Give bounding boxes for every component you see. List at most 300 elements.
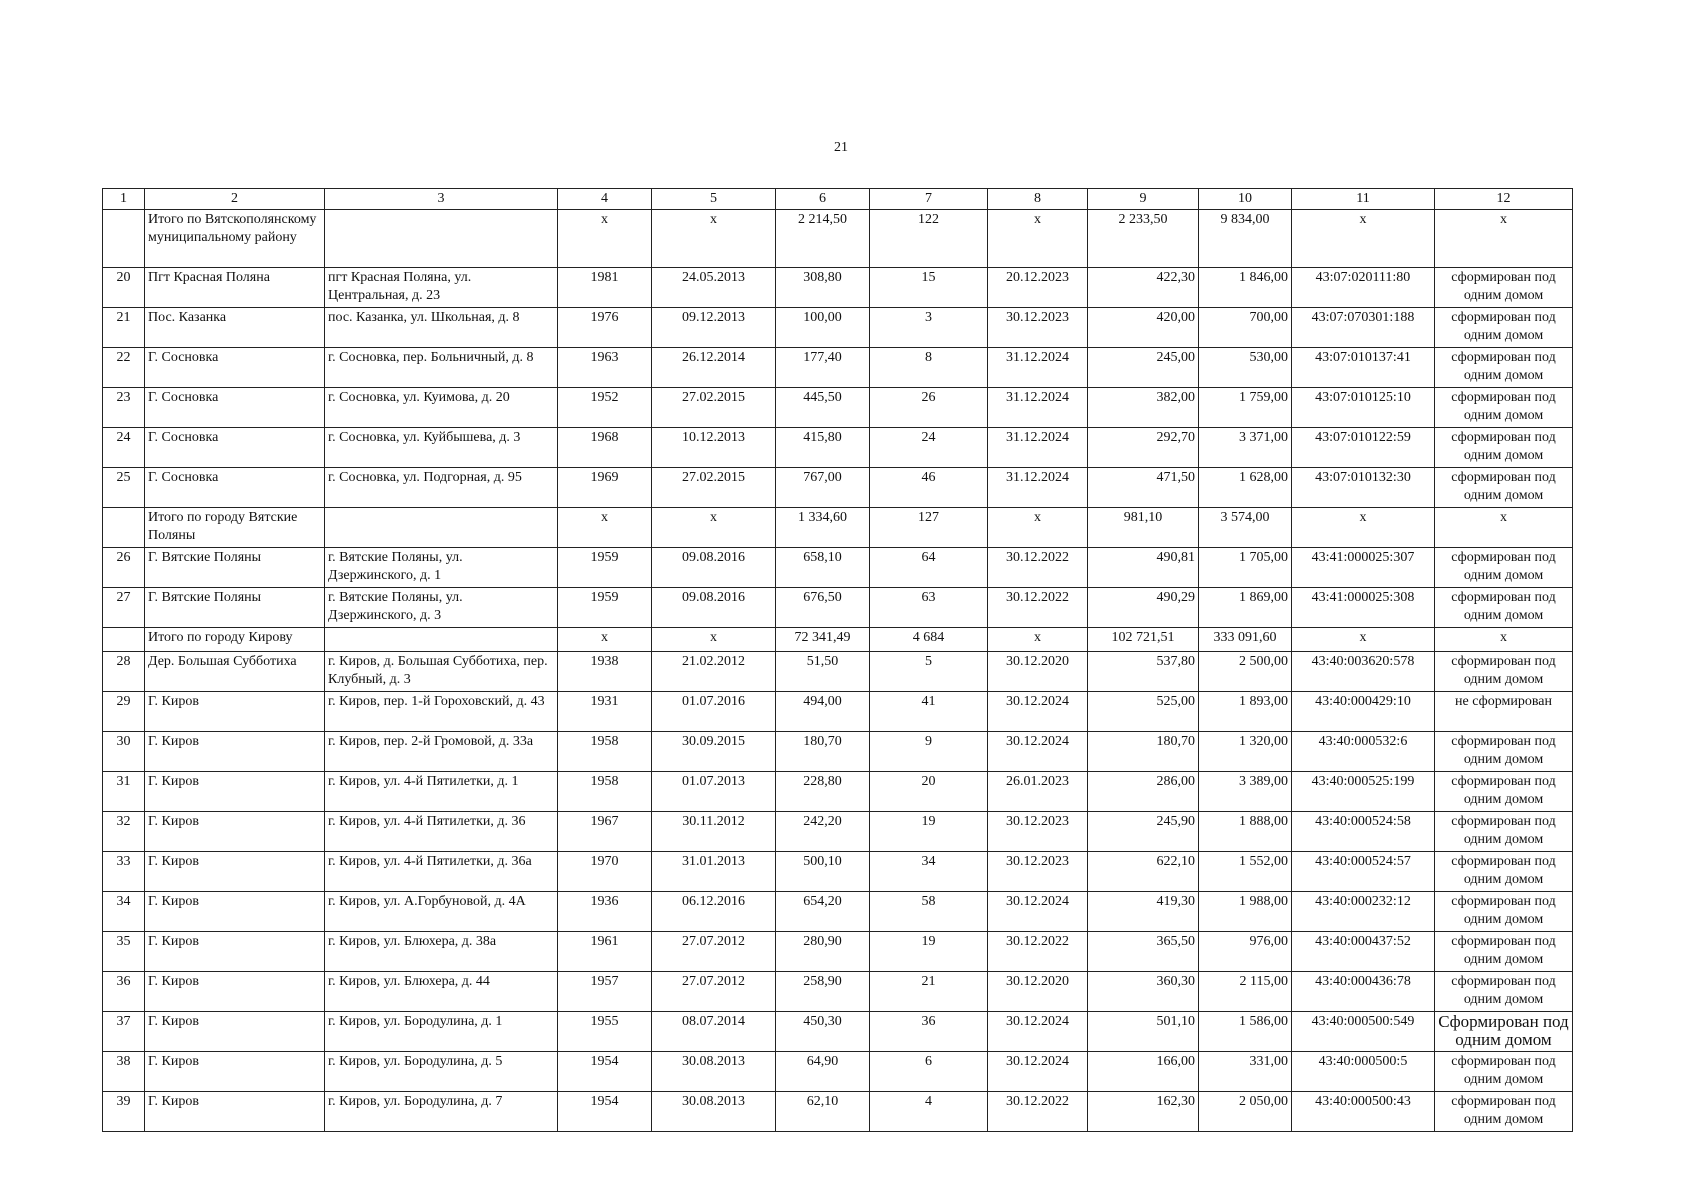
area-cell: 100,00 — [776, 308, 870, 348]
area-cell: 2 214,50 — [776, 210, 870, 268]
address-cell: г. Вятские Поляны, ул. Дзержинского, д. 3 — [325, 588, 558, 628]
settlement-name-cell: Г. Киров — [145, 852, 325, 892]
area-cell: 767,00 — [776, 468, 870, 508]
settlement-name-cell: Г. Сосновка — [145, 468, 325, 508]
table-row — [103, 348, 1573, 388]
year-built-cell: х — [558, 508, 652, 548]
row-number-cell: 37 — [103, 1012, 145, 1052]
cadastral-number-cell: 43:40:000500:43 — [1292, 1092, 1435, 1132]
area-value-9-cell: 622,10 — [1088, 852, 1199, 892]
address-cell: г. Киров, ул. Бородулина, д. 7 — [325, 1092, 558, 1132]
address-cell: г. Киров, ул. А.Горбуновой, д. 4А — [325, 892, 558, 932]
cost-value-10-cell: 2 115,00 — [1199, 972, 1292, 1012]
year-built-cell: 1931 — [558, 692, 652, 732]
row-number-cell: 33 — [103, 852, 145, 892]
cadastral-number-cell: 43:40:000436:78 — [1292, 972, 1435, 1012]
resettlement-date-cell: 30.12.2022 — [988, 548, 1088, 588]
table-row — [103, 308, 1573, 348]
residents-cell: 46 — [870, 468, 988, 508]
land-status-cell: х — [1435, 210, 1573, 268]
year-built-cell: 1959 — [558, 588, 652, 628]
land-status-cell: сформирован под одним домом — [1435, 468, 1573, 508]
header-cell: 10 — [1199, 189, 1292, 210]
table-row — [103, 652, 1573, 692]
area-value-9-cell: 2 233,50 — [1088, 210, 1199, 268]
date-recognized-cell: 09.08.2016 — [652, 548, 776, 588]
land-status-cell: сформирован под одним домом — [1435, 308, 1573, 348]
address-cell: г. Киров, ул. Блюхера, д. 38а — [325, 932, 558, 972]
header-cell: 4 — [558, 189, 652, 210]
total-row — [103, 210, 1573, 268]
settlement-name-cell: Г. Киров — [145, 772, 325, 812]
area-cell: 654,20 — [776, 892, 870, 932]
address-cell: г. Киров, д. Большая Субботиха, пер. Клубный, д. 3 — [325, 652, 558, 692]
table-row — [103, 588, 1573, 628]
residents-cell: 63 — [870, 588, 988, 628]
total-row — [103, 508, 1573, 548]
residents-cell: 8 — [870, 348, 988, 388]
year-built-cell: 1958 — [558, 772, 652, 812]
address-cell: г. Киров, ул. Блюхера, д. 44 — [325, 972, 558, 1012]
table-row — [103, 772, 1573, 812]
settlement-name-cell: Итого по городу Кирову — [145, 628, 325, 652]
area-cell: 308,80 — [776, 268, 870, 308]
resettlement-date-cell: 30.12.2024 — [988, 732, 1088, 772]
row-number-cell: 21 — [103, 308, 145, 348]
year-built-cell: 1958 — [558, 732, 652, 772]
area-value-9-cell: 981,10 — [1088, 508, 1199, 548]
address-cell: пгт Красная Поляна, ул. Центральная, д. 23 — [325, 268, 558, 308]
cadastral-number-cell: х — [1292, 508, 1435, 548]
row-number-cell: 31 — [103, 772, 145, 812]
land-status-cell: сформирован под одним домом — [1435, 932, 1573, 972]
resettlement-date-cell: 30.12.2020 — [988, 972, 1088, 1012]
residents-cell: 26 — [870, 388, 988, 428]
row-number-cell: 23 — [103, 388, 145, 428]
header-cell: 2 — [145, 189, 325, 210]
settlement-name-cell: Итого по Вятскополянскому муниципальному району — [145, 210, 325, 268]
area-cell: 658,10 — [776, 548, 870, 588]
residents-cell: 9 — [870, 732, 988, 772]
date-recognized-cell: 09.08.2016 — [652, 588, 776, 628]
area-value-9-cell: 365,50 — [1088, 932, 1199, 972]
land-status-cell: сформирован под одним домом — [1435, 388, 1573, 428]
year-built-cell: 1970 — [558, 852, 652, 892]
table-row — [103, 548, 1573, 588]
land-status-cell: сформирован под одним домом — [1435, 652, 1573, 692]
cadastral-number-cell: 43:07:010137:41 — [1292, 348, 1435, 388]
year-built-cell: 1938 — [558, 652, 652, 692]
date-recognized-cell: 10.12.2013 — [652, 428, 776, 468]
area-value-9-cell: 286,00 — [1088, 772, 1199, 812]
land-status-cell: Сформирован под одним домом — [1435, 1012, 1573, 1052]
land-status-cell: х — [1435, 628, 1573, 652]
date-recognized-cell: 31.01.2013 — [652, 852, 776, 892]
area-cell: 1 334,60 — [776, 508, 870, 548]
land-status-cell: сформирован под одним домом — [1435, 268, 1573, 308]
cost-value-10-cell: 1 893,00 — [1199, 692, 1292, 732]
area-value-9-cell: 166,00 — [1088, 1052, 1199, 1092]
table-row — [103, 468, 1573, 508]
cost-value-10-cell: 1 586,00 — [1199, 1012, 1292, 1052]
cadastral-number-cell: 43:07:020111:80 — [1292, 268, 1435, 308]
year-built-cell: 1967 — [558, 812, 652, 852]
year-built-cell: х — [558, 628, 652, 652]
year-built-cell: 1954 — [558, 1092, 652, 1132]
row-number-cell: 34 — [103, 892, 145, 932]
land-status-cell: сформирован под одним домом — [1435, 732, 1573, 772]
area-value-9-cell: 490,29 — [1088, 588, 1199, 628]
resettlement-date-cell: х — [988, 628, 1088, 652]
header-cell: 7 — [870, 189, 988, 210]
cost-value-10-cell: 3 574,00 — [1199, 508, 1292, 548]
row-number-cell: 30 — [103, 732, 145, 772]
cadastral-number-cell: х — [1292, 210, 1435, 268]
date-recognized-cell: 24.05.2013 — [652, 268, 776, 308]
area-cell: 177,40 — [776, 348, 870, 388]
area-value-9-cell: 525,00 — [1088, 692, 1199, 732]
cost-value-10-cell: 976,00 — [1199, 932, 1292, 972]
date-recognized-cell: 27.02.2015 — [652, 468, 776, 508]
year-built-cell: 1955 — [558, 1012, 652, 1052]
area-value-9-cell: 501,10 — [1088, 1012, 1199, 1052]
date-recognized-cell: 01.07.2013 — [652, 772, 776, 812]
address-cell: г. Сосновка, пер. Больничный, д. 8 — [325, 348, 558, 388]
residents-cell: 58 — [870, 892, 988, 932]
area-value-9-cell: 419,30 — [1088, 892, 1199, 932]
cadastral-number-cell: 43:40:000532:6 — [1292, 732, 1435, 772]
settlement-name-cell: Г. Киров — [145, 1092, 325, 1132]
row-number-cell — [103, 508, 145, 548]
cadastral-number-cell: 43:07:010122:59 — [1292, 428, 1435, 468]
land-status-cell: сформирован под одним домом — [1435, 1052, 1573, 1092]
row-number-cell: 22 — [103, 348, 145, 388]
header-cell: 9 — [1088, 189, 1199, 210]
land-status-cell: сформирован под одним домом — [1435, 892, 1573, 932]
date-recognized-cell: 21.02.2012 — [652, 652, 776, 692]
cost-value-10-cell: 1 628,00 — [1199, 468, 1292, 508]
resettlement-date-cell: 31.12.2024 — [988, 388, 1088, 428]
table-row — [103, 732, 1573, 772]
residents-cell: 34 — [870, 852, 988, 892]
residents-cell: 19 — [870, 812, 988, 852]
resettlement-date-cell: 30.12.2024 — [988, 1012, 1088, 1052]
land-status-cell: сформирован под одним домом — [1435, 972, 1573, 1012]
row-number-cell: 28 — [103, 652, 145, 692]
resettlement-date-cell: 30.12.2022 — [988, 1092, 1088, 1132]
cost-value-10-cell: 3 389,00 — [1199, 772, 1292, 812]
settlement-name-cell: Г. Киров — [145, 692, 325, 732]
area-cell: 51,50 — [776, 652, 870, 692]
cost-value-10-cell: 1 320,00 — [1199, 732, 1292, 772]
row-number-cell: 24 — [103, 428, 145, 468]
date-recognized-cell: 09.12.2013 — [652, 308, 776, 348]
date-recognized-cell: х — [652, 628, 776, 652]
settlement-name-cell: Г. Киров — [145, 892, 325, 932]
date-recognized-cell: 30.08.2013 — [652, 1052, 776, 1092]
settlement-name-cell: Пгт Красная Поляна — [145, 268, 325, 308]
cost-value-10-cell: 1 552,00 — [1199, 852, 1292, 892]
settlement-name-cell: Г. Сосновка — [145, 428, 325, 468]
row-number-cell: 39 — [103, 1092, 145, 1132]
area-cell: 500,10 — [776, 852, 870, 892]
date-recognized-cell: 27.07.2012 — [652, 972, 776, 1012]
table-row — [103, 428, 1573, 468]
land-status-cell: сформирован под одним домом — [1435, 548, 1573, 588]
cost-value-10-cell: 333 091,60 — [1199, 628, 1292, 652]
resettlement-date-cell: 31.12.2024 — [988, 468, 1088, 508]
row-number-cell: 32 — [103, 812, 145, 852]
date-recognized-cell: х — [652, 508, 776, 548]
page-number: 21 — [834, 140, 848, 155]
land-status-cell: сформирован под одним домом — [1435, 428, 1573, 468]
cadastral-number-cell: 43:40:000429:10 — [1292, 692, 1435, 732]
area-value-9-cell: 292,70 — [1088, 428, 1199, 468]
resettlement-date-cell: 31.12.2024 — [988, 348, 1088, 388]
cost-value-10-cell: 1 888,00 — [1199, 812, 1292, 852]
area-cell: 72 341,49 — [776, 628, 870, 652]
land-status-cell: сформирован под одним домом — [1435, 852, 1573, 892]
land-status-cell: х — [1435, 508, 1573, 548]
year-built-cell: 1976 — [558, 308, 652, 348]
cost-value-10-cell: 700,00 — [1199, 308, 1292, 348]
address-cell — [325, 508, 558, 548]
resettlement-date-cell: 30.12.2024 — [988, 892, 1088, 932]
table-row — [103, 1012, 1573, 1052]
resettlement-date-cell: 30.12.2024 — [988, 692, 1088, 732]
resettlement-date-cell: х — [988, 210, 1088, 268]
year-built-cell: 1952 — [558, 388, 652, 428]
residents-cell: 122 — [870, 210, 988, 268]
residents-cell: 41 — [870, 692, 988, 732]
resettlement-date-cell: 30.12.2023 — [988, 308, 1088, 348]
address-cell: пос. Казанка, ул. Школьная, д. 8 — [325, 308, 558, 348]
cost-value-10-cell: 1 759,00 — [1199, 388, 1292, 428]
table-row — [103, 972, 1573, 1012]
cost-value-10-cell: 530,00 — [1199, 348, 1292, 388]
cadastral-number-cell: 43:07:070301:188 — [1292, 308, 1435, 348]
settlement-name-cell: Пос. Казанка — [145, 308, 325, 348]
area-value-9-cell: 245,00 — [1088, 348, 1199, 388]
address-cell — [325, 628, 558, 652]
housing-register-table — [102, 188, 1573, 1132]
header-cell: 5 — [652, 189, 776, 210]
header-cell: 11 — [1292, 189, 1435, 210]
settlement-name-cell: Г. Вятские Поляны — [145, 588, 325, 628]
date-recognized-cell: 30.08.2013 — [652, 1092, 776, 1132]
land-status-cell: сформирован под одним домом — [1435, 812, 1573, 852]
address-cell: г. Киров, пер. 2-й Громовой, д. 33а — [325, 732, 558, 772]
residents-cell: 3 — [870, 308, 988, 348]
area-value-9-cell: 102 721,51 — [1088, 628, 1199, 652]
row-number-cell: 25 — [103, 468, 145, 508]
land-status-cell: не сформирован — [1435, 692, 1573, 732]
address-cell: г. Сосновка, ул. Подгорная, д. 95 — [325, 468, 558, 508]
cadastral-number-cell: 43:40:000524:57 — [1292, 852, 1435, 892]
cadastral-number-cell: 43:40:000437:52 — [1292, 932, 1435, 972]
header-cell: 6 — [776, 189, 870, 210]
area-cell: 228,80 — [776, 772, 870, 812]
cost-value-10-cell: 1 846,00 — [1199, 268, 1292, 308]
year-built-cell: 1936 — [558, 892, 652, 932]
settlement-name-cell: Г. Вятские Поляны — [145, 548, 325, 588]
date-recognized-cell: 08.07.2014 — [652, 1012, 776, 1052]
area-cell: 280,90 — [776, 932, 870, 972]
area-value-9-cell: 180,70 — [1088, 732, 1199, 772]
land-status-cell: сформирован под одним домом — [1435, 1092, 1573, 1132]
resettlement-date-cell: 31.12.2024 — [988, 428, 1088, 468]
year-built-cell: 1969 — [558, 468, 652, 508]
row-number-cell: 26 — [103, 548, 145, 588]
row-number-cell: 27 — [103, 588, 145, 628]
area-cell: 494,00 — [776, 692, 870, 732]
row-number-cell: 29 — [103, 692, 145, 732]
settlement-name-cell: Дер. Большая Субботиха — [145, 652, 325, 692]
date-recognized-cell: 06.12.2016 — [652, 892, 776, 932]
area-cell: 62,10 — [776, 1092, 870, 1132]
header-cell: 12 — [1435, 189, 1573, 210]
year-built-cell: 1963 — [558, 348, 652, 388]
table-row — [103, 692, 1573, 732]
land-status-cell: сформирован под одним домом — [1435, 772, 1573, 812]
residents-cell: 21 — [870, 972, 988, 1012]
address-cell: г. Вятские Поляны, ул. Дзержинского, д. 1 — [325, 548, 558, 588]
settlement-name-cell: Г. Киров — [145, 932, 325, 972]
date-recognized-cell: 30.09.2015 — [652, 732, 776, 772]
date-recognized-cell: 27.07.2012 — [652, 932, 776, 972]
area-cell: 450,30 — [776, 1012, 870, 1052]
resettlement-date-cell: 30.12.2020 — [988, 652, 1088, 692]
column-number-header — [103, 189, 1573, 210]
year-built-cell: 1959 — [558, 548, 652, 588]
cost-value-10-cell: 9 834,00 — [1199, 210, 1292, 268]
header-cell: 8 — [988, 189, 1088, 210]
residents-cell: 4 — [870, 1092, 988, 1132]
residents-cell: 6 — [870, 1052, 988, 1092]
year-built-cell: 1981 — [558, 268, 652, 308]
cadastral-number-cell: 43:07:010125:10 — [1292, 388, 1435, 428]
area-cell: 445,50 — [776, 388, 870, 428]
date-recognized-cell: 26.12.2014 — [652, 348, 776, 388]
total-row — [103, 628, 1573, 652]
settlement-name-cell: Г. Сосновка — [145, 348, 325, 388]
area-value-9-cell: 420,00 — [1088, 308, 1199, 348]
area-cell: 242,20 — [776, 812, 870, 852]
residents-cell: 4 684 — [870, 628, 988, 652]
table-row — [103, 852, 1573, 892]
area-value-9-cell: 490,81 — [1088, 548, 1199, 588]
area-cell: 415,80 — [776, 428, 870, 468]
area-value-9-cell: 537,80 — [1088, 652, 1199, 692]
address-cell: г. Сосновка, ул. Куйбышева, д. 3 — [325, 428, 558, 468]
land-status-cell: сформирован под одним домом — [1435, 588, 1573, 628]
settlement-name-cell: Г. Киров — [145, 732, 325, 772]
header-cell: 3 — [325, 189, 558, 210]
resettlement-date-cell: 30.12.2024 — [988, 1052, 1088, 1092]
area-cell: 676,50 — [776, 588, 870, 628]
area-cell: 64,90 — [776, 1052, 870, 1092]
table-row — [103, 1052, 1573, 1092]
resettlement-date-cell: 26.01.2023 — [988, 772, 1088, 812]
residents-cell: 127 — [870, 508, 988, 548]
resettlement-date-cell: 30.12.2022 — [988, 588, 1088, 628]
cost-value-10-cell: 331,00 — [1199, 1052, 1292, 1092]
residents-cell: 36 — [870, 1012, 988, 1052]
row-number-cell — [103, 210, 145, 268]
date-recognized-cell: 27.02.2015 — [652, 388, 776, 428]
address-cell: г. Киров, ул. Бородулина, д. 1 — [325, 1012, 558, 1052]
row-number-cell: 36 — [103, 972, 145, 1012]
table-row — [103, 1092, 1573, 1132]
area-value-9-cell: 162,30 — [1088, 1092, 1199, 1132]
cadastral-number-cell: 43:41:000025:308 — [1292, 588, 1435, 628]
settlement-name-cell: Г. Киров — [145, 972, 325, 1012]
address-cell: г. Киров, ул. 4-й Пятилетки, д. 1 — [325, 772, 558, 812]
cadastral-number-cell: х — [1292, 628, 1435, 652]
year-built-cell: 1961 — [558, 932, 652, 972]
resettlement-date-cell: х — [988, 508, 1088, 548]
settlement-name-cell: Г. Сосновка — [145, 388, 325, 428]
area-cell: 180,70 — [776, 732, 870, 772]
area-value-9-cell: 471,50 — [1088, 468, 1199, 508]
resettlement-date-cell: 30.12.2023 — [988, 812, 1088, 852]
residents-cell: 64 — [870, 548, 988, 588]
area-cell: 258,90 — [776, 972, 870, 1012]
cadastral-number-cell: 43:40:000525:199 — [1292, 772, 1435, 812]
area-value-9-cell: 382,00 — [1088, 388, 1199, 428]
row-number-cell: 38 — [103, 1052, 145, 1092]
cadastral-number-cell: 43:40:003620:578 — [1292, 652, 1435, 692]
table-row — [103, 892, 1573, 932]
resettlement-date-cell: 20.12.2023 — [988, 268, 1088, 308]
header-cell: 1 — [103, 189, 145, 210]
address-cell: г. Киров, ул. 4-й Пятилетки, д. 36 — [325, 812, 558, 852]
cost-value-10-cell: 3 371,00 — [1199, 428, 1292, 468]
cadastral-number-cell: 43:40:000524:58 — [1292, 812, 1435, 852]
cost-value-10-cell: 2 050,00 — [1199, 1092, 1292, 1132]
date-recognized-cell: х — [652, 210, 776, 268]
cadastral-number-cell: 43:41:000025:307 — [1292, 548, 1435, 588]
row-number-cell: 35 — [103, 932, 145, 972]
cost-value-10-cell: 1 869,00 — [1199, 588, 1292, 628]
table-row — [103, 932, 1573, 972]
cost-value-10-cell: 2 500,00 — [1199, 652, 1292, 692]
cost-value-10-cell: 1 705,00 — [1199, 548, 1292, 588]
settlement-name-cell: Г. Киров — [145, 812, 325, 852]
table-row — [103, 812, 1573, 852]
cost-value-10-cell: 1 988,00 — [1199, 892, 1292, 932]
residents-cell: 20 — [870, 772, 988, 812]
area-value-9-cell: 245,90 — [1088, 812, 1199, 852]
table-row — [103, 268, 1573, 308]
year-built-cell: 1954 — [558, 1052, 652, 1092]
residents-cell: 19 — [870, 932, 988, 972]
settlement-name-cell: Итого по городу Вятские Поляны — [145, 508, 325, 548]
land-status-cell: сформирован под одним домом — [1435, 348, 1573, 388]
resettlement-date-cell: 30.12.2023 — [988, 852, 1088, 892]
address-cell: г. Киров, пер. 1-й Гороховский, д. 43 — [325, 692, 558, 732]
cadastral-number-cell: 43:40:000232:12 — [1292, 892, 1435, 932]
area-value-9-cell: 422,30 — [1088, 268, 1199, 308]
table-body — [103, 189, 1573, 1132]
residents-cell: 15 — [870, 268, 988, 308]
settlement-name-cell: Г. Киров — [145, 1052, 325, 1092]
table-row — [103, 388, 1573, 428]
residents-cell: 24 — [870, 428, 988, 468]
area-value-9-cell: 360,30 — [1088, 972, 1199, 1012]
date-recognized-cell: 30.11.2012 — [652, 812, 776, 852]
address-cell: г. Киров, ул. Бородулина, д. 5 — [325, 1052, 558, 1092]
